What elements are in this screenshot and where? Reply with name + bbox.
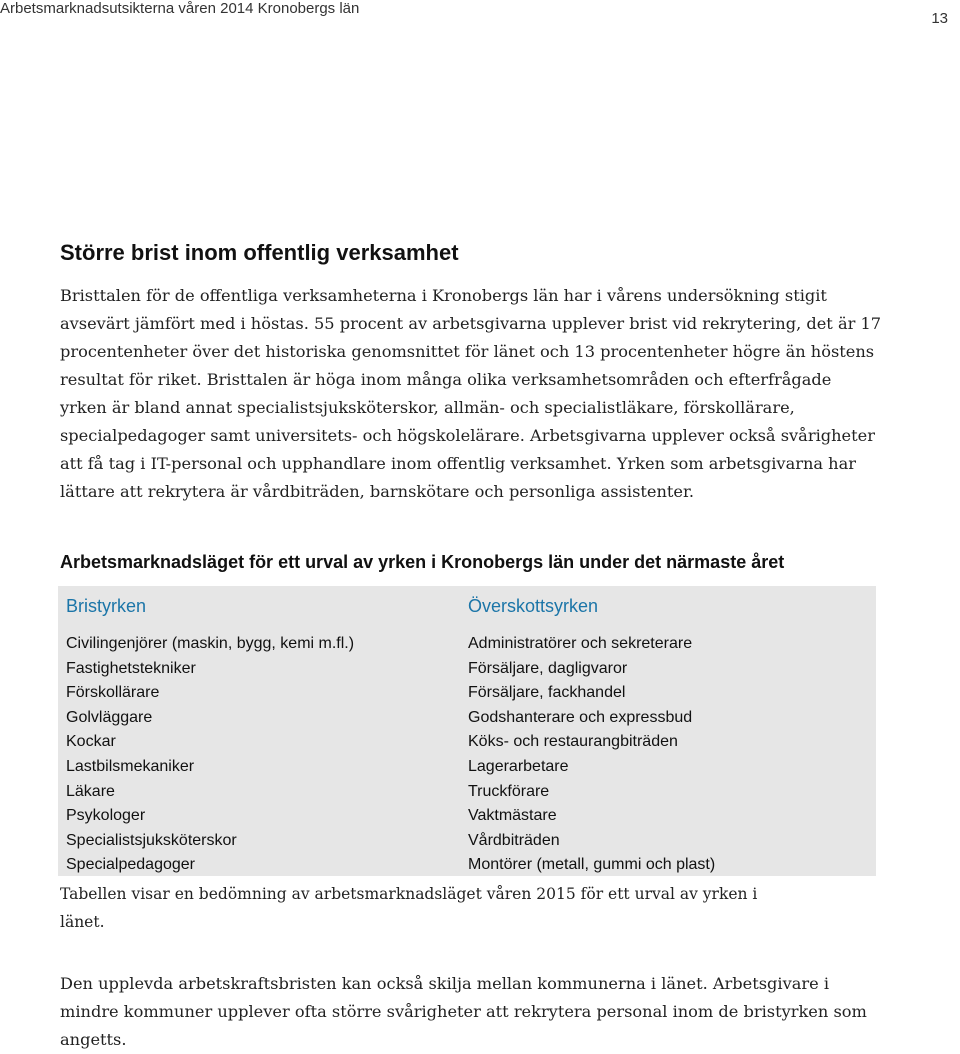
list-item: Godshanterare och expressbud	[468, 708, 693, 726]
list-item: Truckförare	[468, 782, 550, 800]
list-item: Läkare	[66, 782, 115, 800]
list-item: Psykologer	[66, 807, 146, 825]
table-heading: Arbetsmarknadsläget för ett urval av yrken i Kronobergs län under det närmaste året	[60, 552, 785, 572]
list-item: Försäljare, dagligvaror	[468, 659, 628, 677]
list-item: Montörer (metall, gummi och plast)	[468, 856, 716, 874]
list-item: Specialistsjuksköterskor	[66, 831, 237, 849]
body-paragraph-1: Bristtalen för de offentliga verksamheterna i Kronobergs län har i vårens undersökning stigit avsevärt jämfört med i höstas. 55 procent av arbetsgivarna upplever brist vid rekrytering, det är 17 procentenheter över det historiska genomsnittet för länet och 13 procentenheter högre än höstens resultat för riket. Bristtalen är höga inom många olika verksamhetsområden och efterfrågade yrken är bland annat specialistsjuksköterskor, allmän- och specialistläkare, förskollärare, specialpedagoger samt universitets- och högskolelärare. Arbetsgivarna upplever också svårigheter att få tag i IT-personal och upphandlare inom offentlig verksamhet. Yrken som arbetsgivarna har lättare att rekrytera är vårdbiträden, barnskötare och personliga assistenter.	[60, 286, 882, 501]
list-item: Kockar	[66, 733, 116, 751]
table-caption: Tabellen visar en bedömning av arbetsmarknadsläget våren 2015 för ett urval av yrken i länet.	[60, 885, 758, 931]
list-item: Civilingenjörer (maskin, bygg, kemi m.fl.)	[66, 635, 355, 652]
running-header: Arbetsmarknadsutsikterna våren 2014 Kronobergs län	[0, 0, 360, 17]
list-item: Vaktmästare	[468, 807, 557, 825]
list-item: Fastighetstekniker	[66, 659, 196, 677]
list-item: Administratörer och sekreterare	[468, 635, 693, 652]
list-item: Specialpedagoger	[66, 856, 195, 874]
body-paragraph-2: Den upplevda arbetskraftsbristen kan också skilja mellan kommunerna i länet. Arbetsgivare i mindre kommuner upplever ofta större svårigheter att rekrytera personal inom de bristyrken som angetts.	[60, 974, 867, 1049]
list-item: Förskollärare	[66, 684, 160, 702]
list-item: Lastbilsmekaniker	[66, 757, 195, 775]
list-item: Försäljare, fackhandel	[468, 684, 626, 702]
page-number: 13	[931, 10, 948, 27]
list-item: Köks- och restaurangbiträden	[468, 733, 678, 751]
surplus-list	[468, 632, 715, 878]
shortage-list	[66, 632, 354, 878]
shortage-column-title: Bristyrken	[66, 596, 147, 616]
occupation-table	[58, 586, 876, 876]
list-item: Vårdbiträden	[468, 831, 560, 849]
surplus-column-title: Överskottsyrken	[468, 596, 599, 616]
list-item: Golvläggare	[66, 708, 153, 726]
list-item: Lagerarbetare	[468, 757, 569, 775]
section-heading: Större brist inom offentlig verksamhet	[60, 240, 459, 265]
